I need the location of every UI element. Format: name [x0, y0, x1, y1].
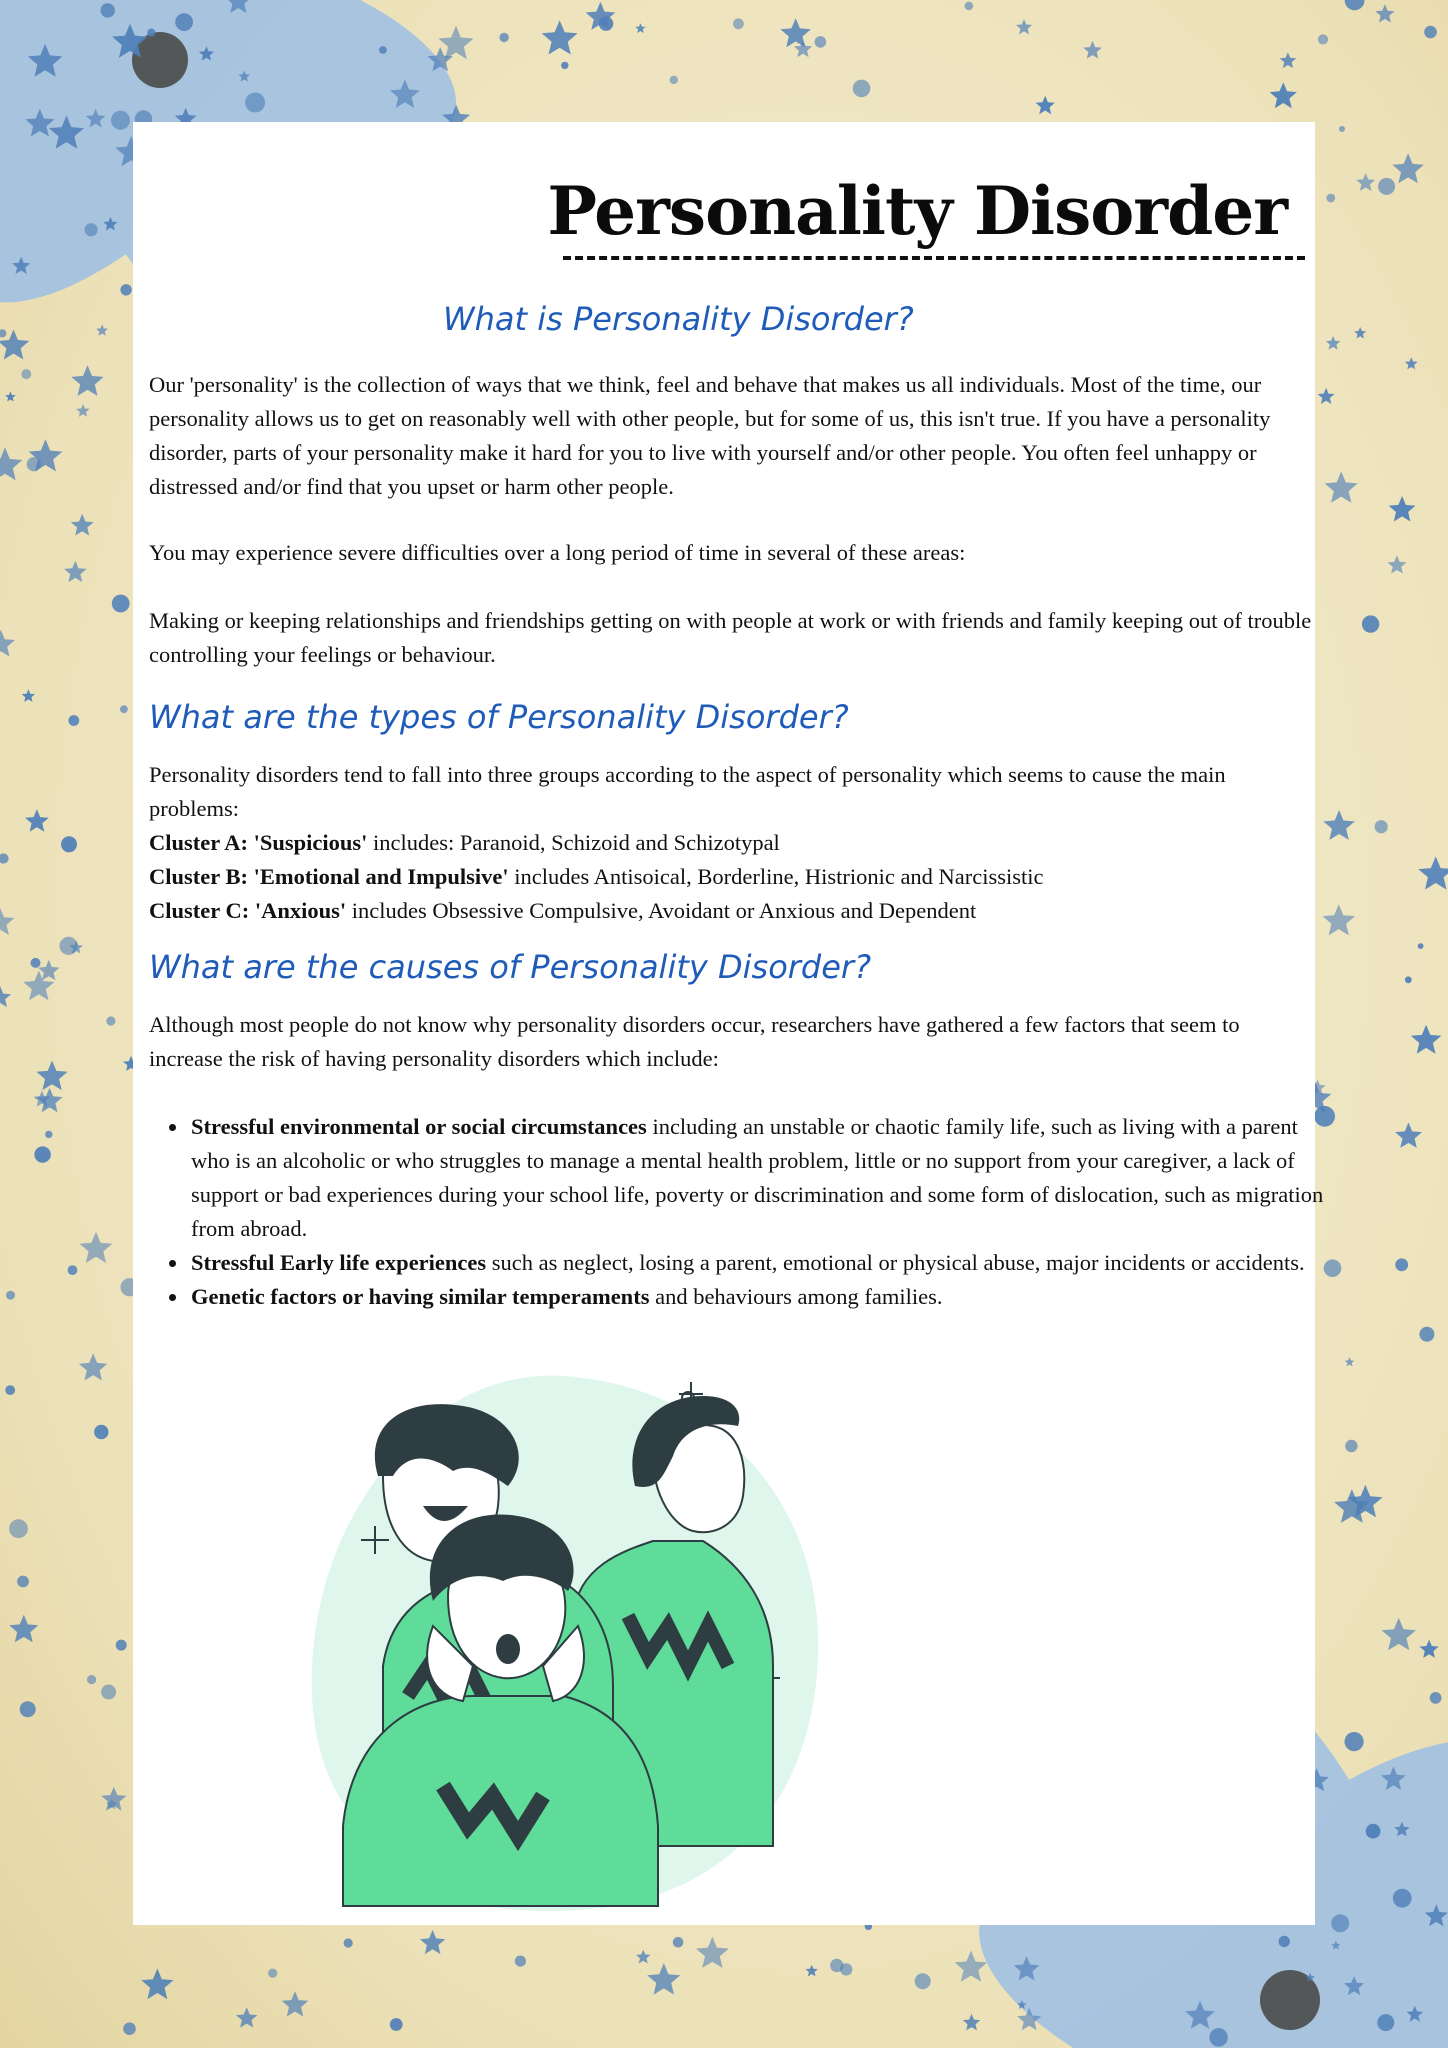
illustration-three-men — [233, 1366, 853, 1926]
star-decoration — [61, 836, 77, 852]
causes-list — [149, 1110, 1341, 1314]
star-decoration — [68, 1265, 78, 1275]
types-intro: Personality disorders tend to fall into three groups according to the aspect of personality which seems to cause the main problems: — [149, 762, 1226, 821]
star-decoration — [853, 80, 871, 98]
cause-3-bold: Genetic factors or having similar temperaments — [191, 1284, 650, 1309]
star-decoration — [1345, 1440, 1357, 1452]
areas-list-paragraph: Making or keeping relationships and friendships getting on with people at work or with friends and family keeping out of trouble controlling your feelings or behaviour. — [149, 608, 1312, 667]
star-decoration — [21, 369, 31, 379]
areas-paragraph: You may experience severe difficulties over a long period of time in several of these areas: — [149, 540, 966, 565]
star-decoration — [1377, 2014, 1394, 2031]
star-decoration — [1405, 976, 1412, 983]
star-decoration — [379, 46, 387, 54]
star-decoration — [670, 76, 678, 84]
star-decoration — [390, 2018, 403, 2031]
cluster-b-label: Cluster B: 'Emotional and Impulsive' — [149, 864, 509, 889]
cause-3-text: and behaviours among families. — [649, 1284, 943, 1309]
star-decoration — [1378, 178, 1395, 195]
list-item — [189, 1280, 1341, 1314]
star-decoration — [733, 18, 744, 29]
heading-what-is: What is Personality Disorder? — [443, 300, 914, 338]
cluster-b-text: includes Antisoical, Borderline, Histrionic and Narcissistic — [508, 864, 1044, 889]
cluster-c-text: includes Obsessive Compulsive, Avoidant or Anxious and Dependent — [346, 898, 977, 923]
star-decoration — [68, 715, 79, 726]
star-decoration — [112, 595, 130, 613]
star-decoration — [1339, 126, 1345, 132]
cause-1-text: including an unstable or chaotic family life, such as living with a parent who is an alcoholic or who struggles to manage a mental health problem, little or no support from your caregiver, a lack of support or bad experiences during your school life, poverty or discrimination and some form of dislocation, such as migration from abroad. — [191, 1114, 1324, 1241]
star-decoration — [87, 1675, 96, 1684]
star-decoration — [1430, 1692, 1442, 1704]
star-decoration — [1419, 1327, 1434, 1342]
page-title: Personality Disorder — [547, 172, 1287, 250]
star-decoration — [116, 1640, 127, 1651]
cluster-b — [149, 860, 1313, 894]
star-decoration — [1424, 26, 1437, 39]
cluster-a — [149, 826, 1313, 860]
star-decoration — [120, 705, 128, 713]
cause-2-text: such as neglect, losing a parent, emotional or physical abuse, major incidents or accidents. — [486, 1250, 1305, 1275]
star-decoration — [34, 1146, 50, 1162]
content-card — [133, 122, 1324, 1925]
star-decoration — [9, 1519, 28, 1538]
cause-2-bold: Stressful Early life experiences — [191, 1250, 487, 1275]
star-decoration — [1375, 820, 1388, 833]
star-decoration — [6, 1291, 15, 1300]
star-decoration — [1345, 1732, 1364, 1751]
star-decoration — [59, 937, 77, 955]
star-decoration — [1366, 1824, 1381, 1839]
star-decoration — [1331, 1914, 1349, 1932]
cluster-c-label: Cluster C: 'Anxious' — [149, 898, 347, 923]
star-decoration — [561, 62, 568, 69]
star-decoration — [106, 1016, 115, 1025]
star-decoration — [499, 33, 508, 42]
star-decoration — [1393, 1889, 1412, 1908]
star-decoration — [5, 1385, 15, 1395]
star-decoration — [1279, 1936, 1290, 1947]
star-decoration — [1362, 615, 1379, 632]
star-decoration — [45, 1131, 52, 1138]
star-decoration — [815, 36, 827, 48]
star-decoration — [599, 16, 613, 30]
star-decoration — [85, 223, 98, 236]
star-decoration — [31, 958, 41, 968]
causes-intro: Although most people do not know why personality disorders occur, researchers have gathered a few factors that seem to increase the risk of having personality disorders which include: — [149, 1012, 1240, 1071]
star-decoration — [965, 2, 974, 11]
star-decoration — [147, 28, 155, 36]
star-decoration — [101, 1685, 116, 1700]
heading-causes: What are the causes of Personality Disorder? — [149, 948, 872, 986]
star-decoration — [830, 1959, 843, 1972]
intro-paragraph: Our 'personality' is the collection of ways that we think, feel and behave that makes us all individuals. Most of the time, our personality allows us to get on reasonably well with other people, but for some of us, this isn't true. If you have a personality disorder, parts of your personality make it hard for you to live with yourself and/or other people. You often feel unhappy or distressed and/or find that you upset or harm other people. — [149, 372, 1271, 499]
star-decoration — [915, 1973, 931, 1989]
star-decoration — [175, 13, 193, 31]
star-decoration — [1326, 194, 1335, 203]
star-decoration — [123, 2022, 136, 2035]
star-decoration — [120, 284, 131, 295]
list-item — [189, 1246, 1341, 1280]
star-decoration — [268, 1969, 277, 1978]
star-decoration — [1395, 1258, 1408, 1271]
star-decoration — [344, 1938, 353, 1947]
heading-types: What are the types of Personality Disorder? — [149, 698, 849, 736]
cluster-a-label: Cluster A: 'Suspicious' — [149, 830, 368, 855]
cluster-a-text: includes: Paranoid, Schizoid and Schizotypal — [367, 830, 780, 855]
star-decoration — [101, 3, 115, 17]
list-item — [189, 1110, 1341, 1246]
star-decoration — [245, 93, 265, 113]
star-decoration — [673, 1937, 684, 1948]
star-decoration — [94, 1425, 108, 1439]
star-decoration — [111, 111, 130, 130]
star-decoration — [1209, 2028, 1228, 2047]
star-decoration — [515, 1956, 526, 1967]
title-divider — [563, 256, 1305, 260]
star-decoration — [1318, 34, 1328, 44]
star-decoration — [17, 1576, 29, 1588]
cluster-c — [149, 894, 1313, 928]
star-decoration — [20, 1701, 36, 1717]
cause-1-bold: Stressful environmental or social circumstances — [191, 1114, 647, 1139]
star-decoration — [1418, 943, 1424, 949]
